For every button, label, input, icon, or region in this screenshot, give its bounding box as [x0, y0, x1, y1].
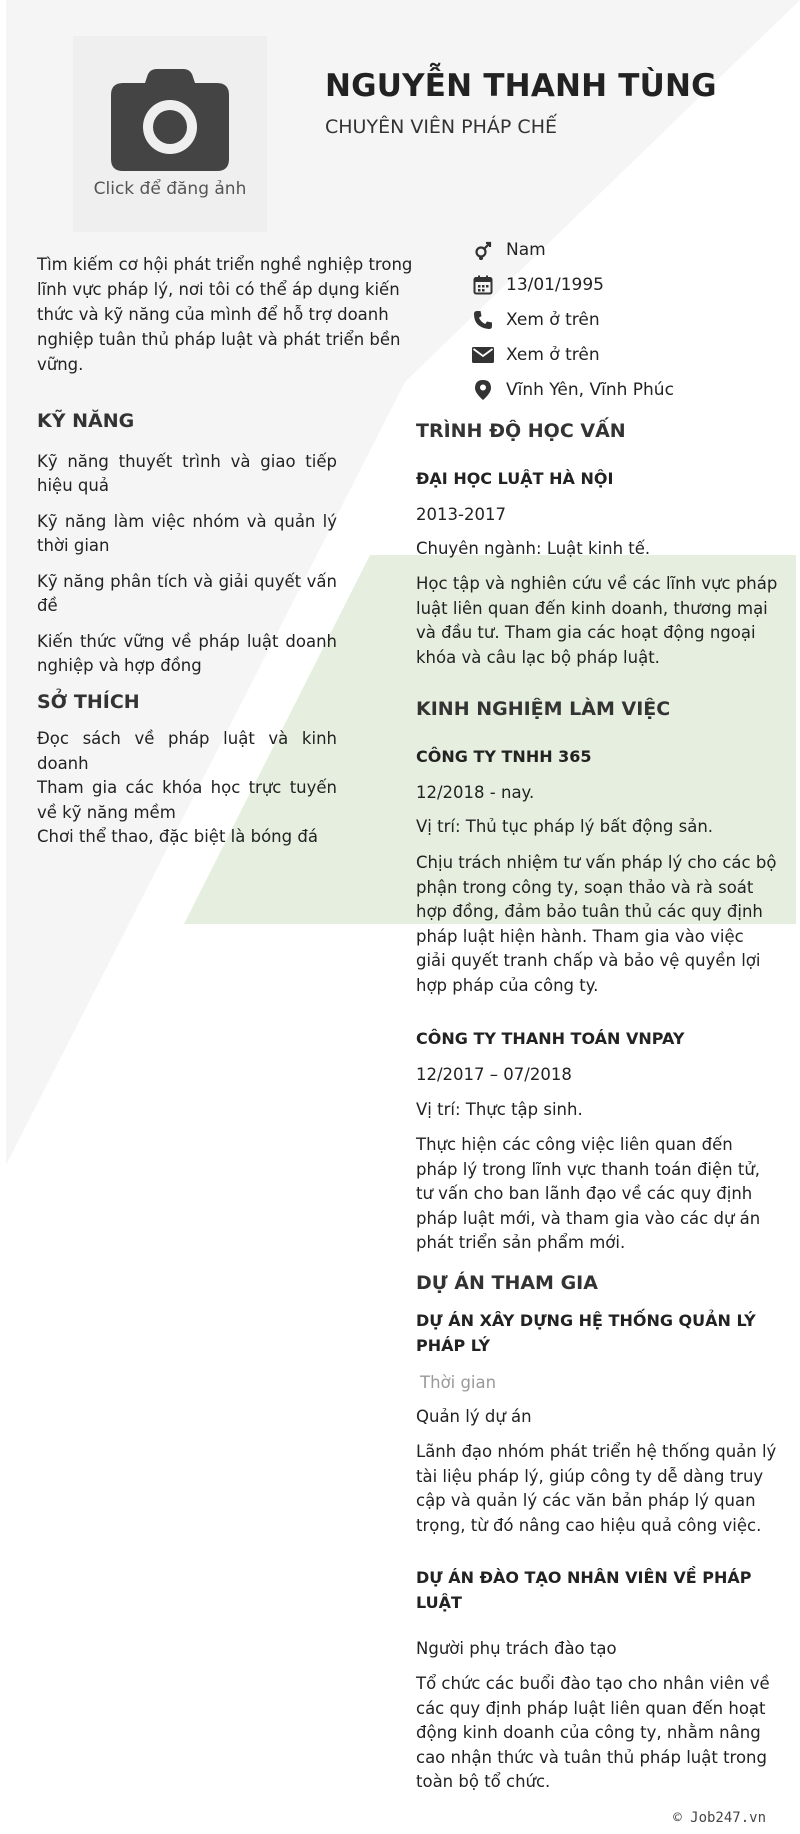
skill-item: Kiến thức vững về pháp luật doanh nghiệp và hợp đồng: [37, 632, 337, 675]
photo-upload[interactable]: [73, 36, 267, 232]
project-description: Lãnh đạo nhóm phát triển hệ thống quản lý tài liệu pháp lý, giúp công ty dễ dàng truy cập và quản lý các văn bản pháp lý quan trọng, từ đó nâng cao hiệu quả công việc.: [416, 1442, 777, 1535]
candidate-name: NGUYỄN THANH TÙNG: [325, 68, 717, 104]
email-value: Xem ở trên: [506, 344, 600, 365]
education-school: ĐẠI HỌC LUẬT HÀ NỘI: [416, 469, 614, 488]
job-position: Vị trí: Thực tập sinh.: [416, 1100, 583, 1119]
address-value: Vĩnh Yên, Vĩnh Phúc: [506, 379, 674, 400]
skill-item: Kỹ năng thuyết trình và giao tiếp hiệu quả: [37, 452, 337, 495]
hobby-item: Chơi thể thao, đặc biệt là bóng đá: [37, 827, 318, 846]
hobby-item: Tham gia các khóa học trực tuyến về kỹ năng mềm: [37, 778, 337, 822]
project-name: DỰ ÁN XÂY DỰNG HỆ THỐNG QUẢN LÝ PHÁP LÝ: [416, 1311, 756, 1355]
location-pin-icon: [472, 379, 494, 401]
gender-value: Nam: [506, 239, 546, 260]
phone-icon: [472, 309, 494, 331]
hobby-item: Đọc sách về pháp luật và kinh doanh: [37, 729, 337, 773]
skill-item: Kỹ năng phân tích và giải quyết vấn đề: [37, 572, 337, 615]
hobbies-list: [37, 727, 337, 850]
camera-icon: [111, 69, 229, 171]
hobbies-section: [37, 691, 337, 713]
job-description: Chịu trách nhiệm tư vấn pháp lý cho các bộ phận trong công ty, soạn thảo và rà soát hợp đồng, đảm bảo tuân thủ các quy định pháp luật hiện hành. Tham gia vào việc giải quyết tranh chấp và bảo vệ quyền lợi hợp pháp của công ty.: [416, 853, 777, 995]
education-period: 2013-2017: [416, 505, 506, 524]
contact-birthday: [472, 267, 674, 302]
project-time-field[interactable]: Thời gian: [420, 1373, 497, 1392]
calendar-icon: [472, 274, 494, 296]
education-description: Học tập và nghiên cứu về các lĩnh vực pháp luật liên quan đến kinh doanh, thương mại và đầu tư. Tham gia các hoạt động ngoại khóa và câu lạc bộ pháp luật.: [416, 574, 778, 667]
skill-item: Kỹ năng làm việc nhóm và quản lý thời gian: [37, 512, 337, 555]
footer-copyright: © Job247.vn: [673, 1810, 766, 1826]
contact-gender: [472, 232, 674, 267]
job-period: 12/2018 - nay.: [416, 783, 535, 802]
career-summary: Tìm kiếm cơ hội phát triển nghề nghiệp trong lĩnh vực pháp lý, nơi tôi có thể áp dụng kiến thức và kỹ năng của mình để hỗ trợ doanh nghiệp tuân thủ pháp luật và phát triển bền vững.: [37, 255, 413, 374]
hobbies-title: SỞ THÍCH: [37, 691, 140, 713]
gender-icon: [472, 239, 494, 261]
contact-phone: [472, 302, 674, 337]
skills-section: [37, 410, 337, 432]
email-icon: [472, 344, 494, 366]
contact-address: [472, 372, 674, 407]
job-title: CHUYÊN VIÊN PHÁP CHẾ: [325, 116, 557, 138]
skills-list: [37, 450, 337, 690]
experience-title: KINH NGHIỆM LÀM VIỆC: [416, 698, 671, 720]
education-title: TRÌNH ĐỘ HỌC VẤN: [416, 420, 626, 442]
skills-title: KỸ NĂNG: [37, 410, 135, 432]
photo-caption: Click để đăng ảnh: [93, 179, 247, 199]
project-description: Tổ chức các buổi đào tạo cho nhân viên về các quy định pháp luật liên quan đến hoạt động kinh doanh của công ty, nhằm nâng cao nhận thức và tuân thủ pháp luật trong toàn bộ tổ chức.: [416, 1674, 770, 1791]
job-period: 12/2017 – 07/2018: [416, 1065, 572, 1084]
birthday-value: 13/01/1995: [506, 274, 604, 295]
project-name: DỰ ÁN ĐÀO TẠO NHÂN VIÊN VỀ PHÁP LUẬT: [416, 1568, 752, 1612]
job-position: Vị trí: Thủ tục pháp lý bất động sản.: [416, 817, 714, 836]
project-role: Quản lý dự án: [416, 1407, 532, 1426]
job-description: Thực hiện các công việc liên quan đến pháp lý trong lĩnh vực thanh toán điện tử, tư vấn cho ban lãnh đạo về các quy định pháp luật mới, và tham gia vào các dự án phát triển sản phẩm mới.: [416, 1135, 761, 1252]
education-major: Chuyên ngành: Luật kinh tế.: [416, 539, 651, 558]
phone-value: Xem ở trên: [506, 309, 600, 330]
job-company: CÔNG TY TNHH 365: [416, 747, 592, 766]
job-company: CÔNG TY THANH TOÁN VNPAY: [416, 1029, 685, 1048]
projects-title: DỰ ÁN THAM GIA: [416, 1272, 598, 1294]
project-role: Người phụ trách đào tạo: [416, 1639, 617, 1658]
contact-info: [472, 232, 674, 407]
contact-email: [472, 337, 674, 372]
